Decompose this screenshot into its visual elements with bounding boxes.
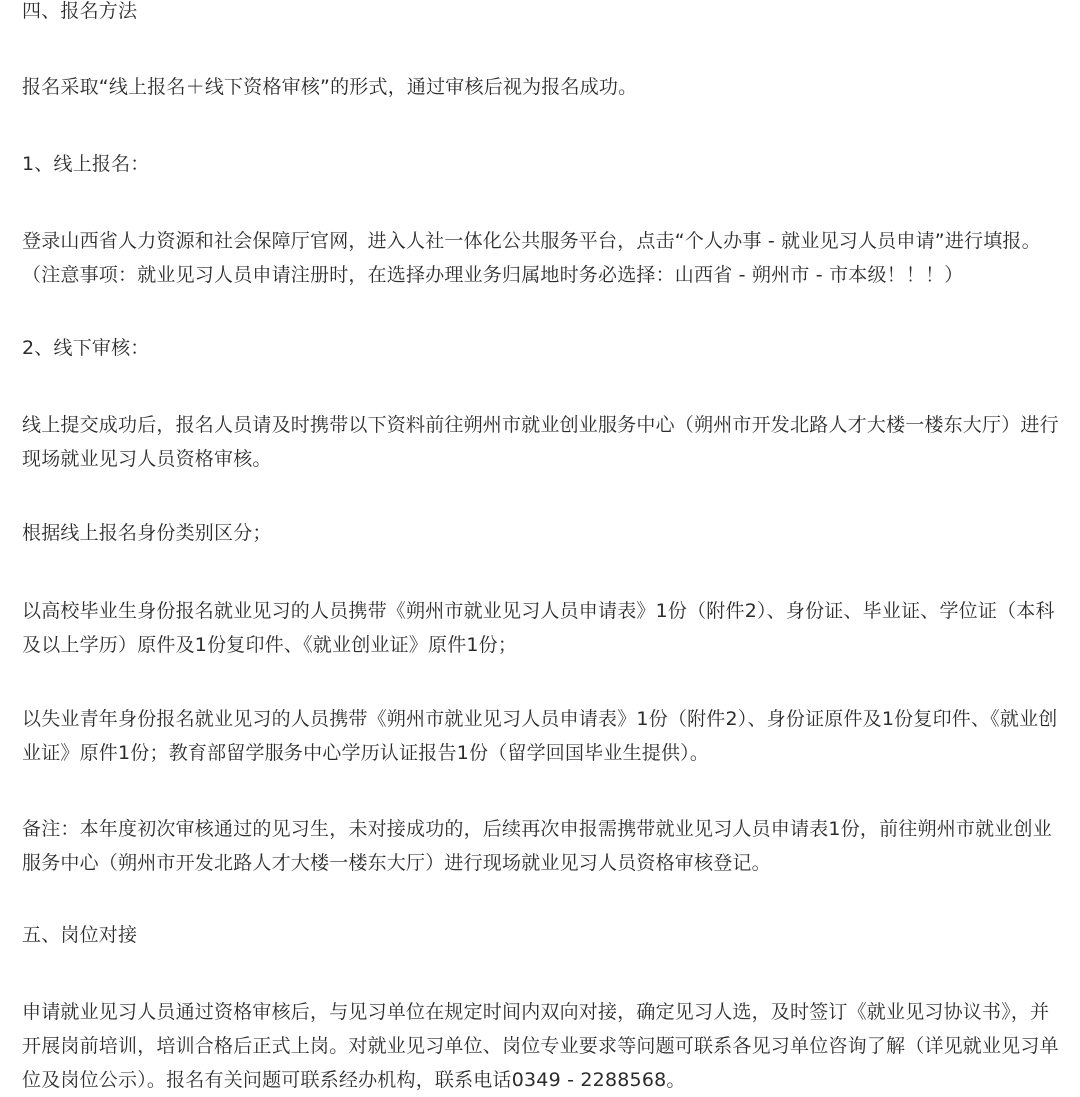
section-heading-registration-method: 四、报名方法 <box>22 0 138 22</box>
graduate-requirements-paragraph: 以高校毕业生身份报名就业见习的人员携带《朔州市就业见习人员申请表》1份（附件2）、身份证、毕业证、学位证（本科及以上学历）原件及1份复印件、《就业创业证》原件1份； <box>22 600 1055 656</box>
identity-category-paragraph: 根据线上报名身份类别区分； <box>22 522 272 544</box>
unemployed-youth-requirements-paragraph: 以失业青年身份报名就业见习的人员携带《朔州市就业见习人员申请表》1份（附件2）、身份证原件及1份复印件、《就业创业证》原件1份；教育部留学服务中心学历认证报告1份（留学回国毕业生提供）。 <box>22 708 1058 764</box>
offline-review-paragraph: 线上提交成功后，报名人员请及时携带以下资料前往朔州市就业创业服务中心（朔州市开发北路人才大楼一楼东大厅）进行现场就业见习人员资格审核。 <box>22 414 1059 470</box>
registration-intro-paragraph: 报名采取“线上报名＋线下资格审核”的形式，通过审核后视为报名成功。 <box>22 76 638 98</box>
online-registration-paragraph: 登录山西省人力资源和社会保障厅官网，进入人社一体化公共服务平台，点击“个人办事 - 就业见习人员申请”进行填报。（注意事项：就业见习人员申请注册时，在选择办理业务归属地时务必选择：山西省 - 朔州市 - 市本级！！！） <box>22 230 1041 286</box>
position-matching-paragraph: 申请就业见习人员通过资格审核后，与见习单位在规定时间内双向对接，确定见习人选，及时签订《就业见习协议书》，并开展岗前培训，培训合格后正式上岗。对就业见习单位、岗位专业要求等问题可联系各见习单位咨询了解（详见就业见习单位及岗位公示）。报名有关问题可联系经办机构，联系电话0349 - 2288568。 <box>22 1001 1059 1091</box>
online-registration-heading: 1、线上报名： <box>22 153 150 175</box>
section-heading-position-matching: 五、岗位对接 <box>22 924 138 946</box>
remark-paragraph: 备注：本年度初次审核通过的见习生，未对接成功的，后续再次申报需携带就业见习人员申请表1份，前往朔州市就业创业服务中心（朔州市开发北路人才大楼一楼东大厅）进行现场就业见习人员资格审核登记。 <box>22 818 1052 874</box>
offline-review-heading: 2、线下审核： <box>22 337 150 359</box>
